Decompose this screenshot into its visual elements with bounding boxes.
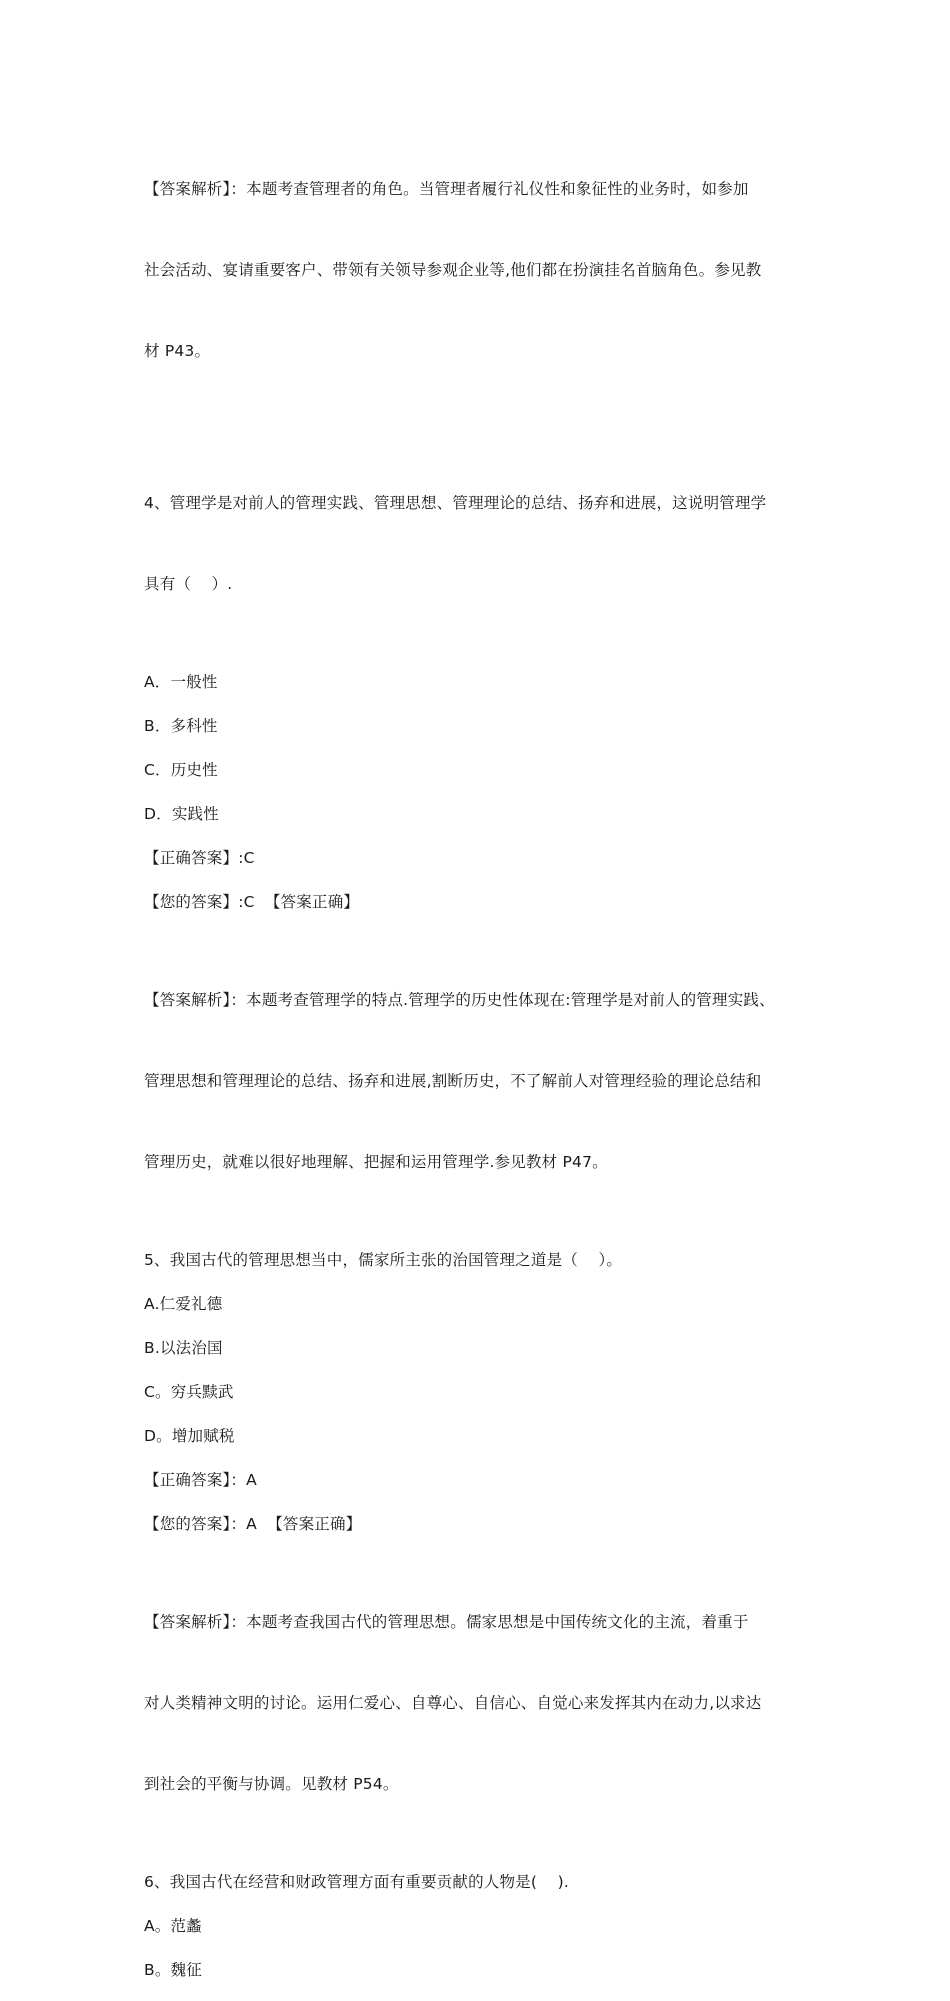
q4-question [144, 436, 816, 652]
q5-analysis-line: 到社会的平衡与协调。见教材 P54。 [144, 1775, 399, 1793]
q5-option-d: D。增加赋税 [144, 1427, 235, 1445]
q6-option-a: A。范蠡 [144, 1917, 202, 1935]
q4-correct-answer: 【正确答案】:C [144, 849, 255, 867]
q5-analysis-line: 【答案解析】：本题考查我国古代的管理思想。儒家思想是中国传统文化的主流，着重于 [144, 1613, 749, 1631]
q5-question: 5、我国古代的管理思想当中，儒家所主张的治国管理之道是（ ）。 [144, 1251, 623, 1269]
q6-option-b: B。魏征 [144, 1961, 202, 1979]
q5-analysis-line: 对人类精神文明的讨论。运用仁爱心、自尊心、自信心、自觉心来发挥其内在动力,以求达 [144, 1694, 762, 1712]
q5-your-answer: 【您的答案】：A 【答案正确】 [144, 1515, 362, 1533]
q6-question: 6、我国古代在经营和财政管理方面有重要贡献的人物是( ). [144, 1873, 569, 1891]
q4-analysis-line: 【答案解析】：本题考查管理学的特点.管理学的历史性体现在:管理学是对前人的管理实践、 [144, 991, 775, 1009]
q5-option-b: B.以法治国 [144, 1339, 223, 1357]
document-page [144, 122, 816, 2001]
q5-analysis [144, 1555, 816, 1852]
q5-option-a: A.仁爱礼德 [144, 1295, 223, 1313]
q5-correct-answer: 【正确答案】：A [144, 1471, 257, 1489]
q3-analysis-line: 【答案解析】：本题考查管理者的角色。当管理者履行礼仪性和象征性的业务时，如参加 [144, 180, 749, 198]
q4-your-answer: 【您的答案】:C 【答案正确】 [144, 893, 360, 911]
q4-option-d: D．实践性 [144, 805, 219, 823]
q4-analysis [144, 933, 816, 1230]
q4-option-b: B．多科性 [144, 717, 218, 735]
q4-question-line: 4、管理学是对前人的管理实践、管理思想、管理理论的总结、扬弃和进展，这说明管理学 [144, 494, 767, 512]
q4-option-a: A．一般性 [144, 673, 218, 691]
q4-analysis-line: 管理思想和管理理论的总结、扬弃和进展,割断历史，不了解前人对管理经验的理论总结和 [144, 1072, 762, 1090]
q5-option-c: C。穷兵黩武 [144, 1383, 234, 1401]
q3-analysis-line: 材 P43。 [144, 342, 211, 360]
q4-analysis-line: 管理历史，就难以很好地理解、把握和运用管理学.参见教材 P47。 [144, 1153, 608, 1171]
q3-analysis [144, 122, 816, 419]
q4-option-c: C．历史性 [144, 761, 218, 779]
q4-question-line: 具有（ ）. [144, 575, 233, 593]
q3-analysis-line: 社会活动、宴请重要客户、带领有关领导参观企业等,他们都在扮演挂名首脑角色。参见教 [144, 261, 762, 279]
